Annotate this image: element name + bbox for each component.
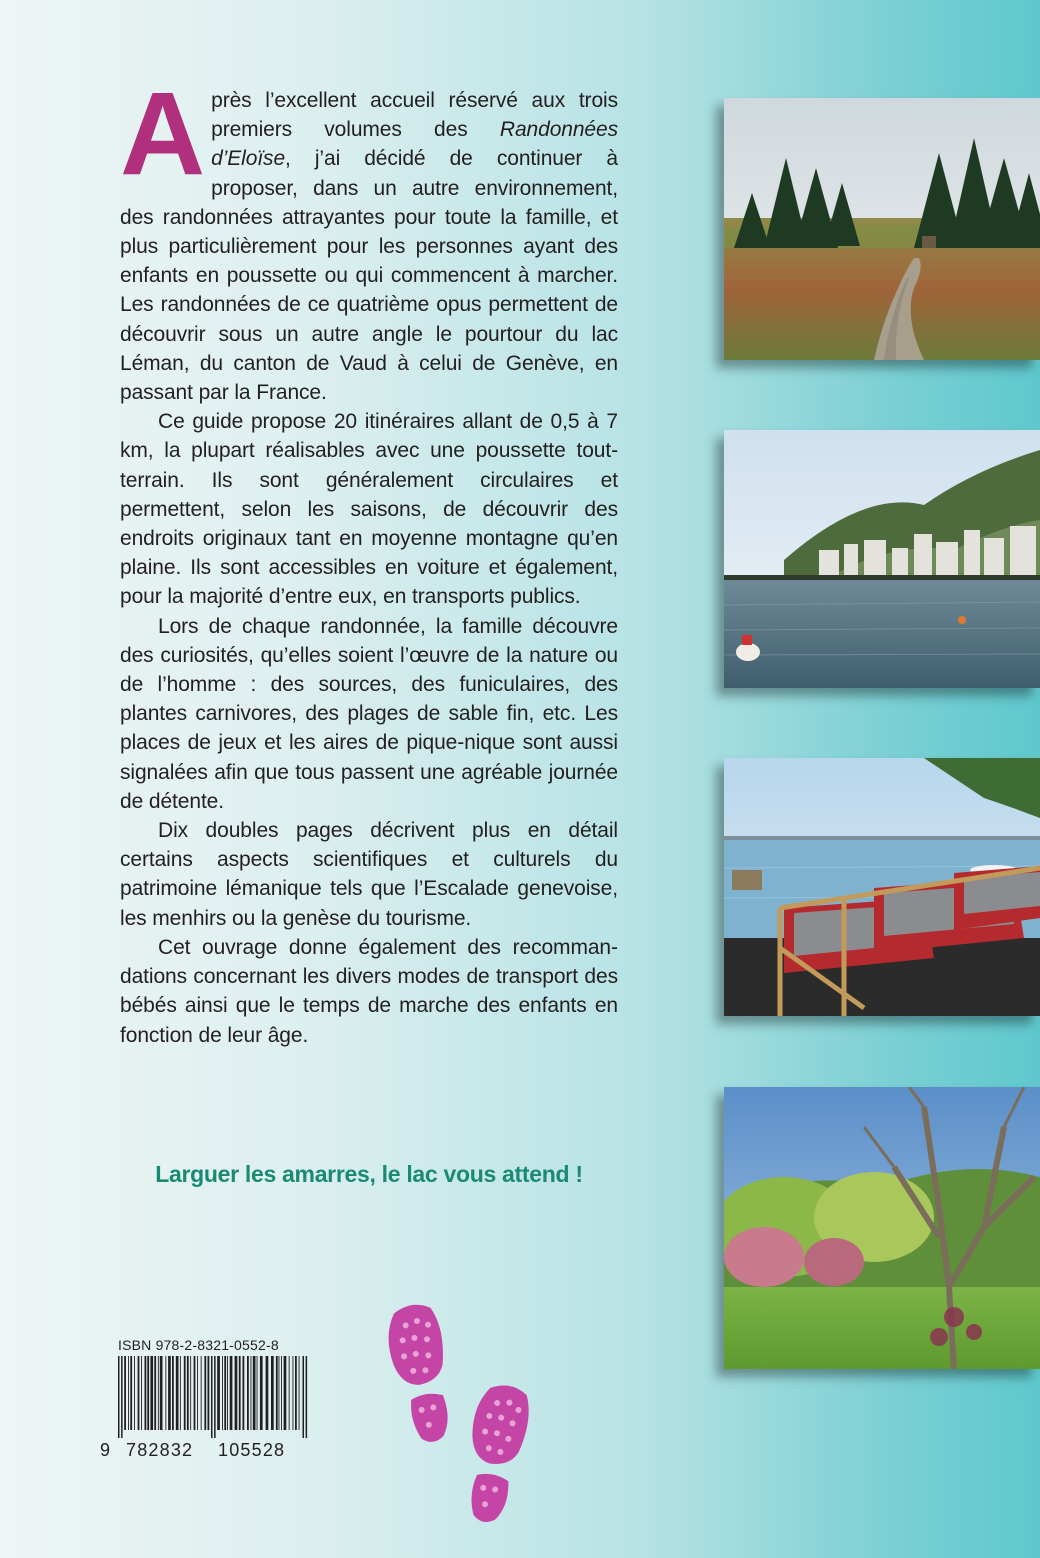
- barcode-digit-first: 9: [100, 1440, 112, 1460]
- barcode-bar: [147, 1356, 149, 1430]
- book-series-title: Randonnées d’Eloïse: [211, 118, 618, 171]
- barcode-bar: [217, 1356, 220, 1430]
- barcode-bar: [194, 1356, 196, 1430]
- p1-segment: , j’ai décidé de continuer à proposer, dans un autre environnement, des randonnées attrayantes pour toute la famille, et plus particulièrement pour les personnes ayant des enfants en poussette ou qui commencent à marcher. Les randonnées de ce quatrième opus permettent de découvrir sous un autre angle le pourtour du lac Léman, du canton de Vaud à celui de Genève, en passant par la France.: [120, 147, 618, 405]
- paragraph-5: Cet ouvrage donne également des recommandations concernant les divers modes de transport des bébés ainsi que le temps de marche des enfants en fonction de leur âge.: [120, 935, 618, 1047]
- barcode-bar: [251, 1356, 252, 1430]
- barcode-bar: [160, 1356, 163, 1430]
- description-text: [120, 68, 618, 1050]
- isbn-label: ISBN 978-2-8321-0552-8: [118, 1337, 279, 1353]
- barcode-bar: [289, 1356, 290, 1430]
- barcode-bar: [138, 1356, 140, 1430]
- footprint-icon: [456, 1380, 546, 1530]
- photo-boardwalk-meadow: [724, 98, 1040, 360]
- barcode-bar: [204, 1356, 206, 1430]
- barcode-bar: [184, 1356, 186, 1430]
- barcode-bar: [190, 1356, 191, 1430]
- barcode-bar: [145, 1356, 147, 1430]
- barcode-bar: [227, 1356, 228, 1430]
- dropcap-letter: A: [120, 68, 206, 200]
- barcode-bar: [276, 1356, 278, 1430]
- barcode-bar: [284, 1356, 287, 1430]
- barcode-bar: [239, 1356, 241, 1430]
- barcode-bar: [230, 1356, 233, 1430]
- barcode: [118, 1356, 308, 1438]
- barcode-bar: [295, 1356, 297, 1430]
- barcode-bar: [187, 1356, 189, 1430]
- barcode-bar: [266, 1356, 269, 1430]
- barcode-bar: [118, 1356, 120, 1438]
- paragraph-1: [120, 68, 618, 407]
- barcode-bar: [172, 1356, 174, 1430]
- barcode-bar: [150, 1356, 153, 1430]
- paragraph-4: Dix doubles pages décrivent plus en détail certains aspects scientifiques et culturels du patrimoine lémanique tels que l’Escalade genevoise, les menhirs ou la genèse du tourisme.: [120, 819, 618, 930]
- barcode-bar: [168, 1356, 171, 1430]
- barcode-bar: [222, 1356, 223, 1430]
- barcode-bar: [299, 1356, 300, 1430]
- barcode-bar: [303, 1356, 305, 1438]
- barcode-bar: [306, 1356, 308, 1438]
- barcode-bar: [130, 1356, 132, 1430]
- barcode-bar: [141, 1356, 142, 1430]
- barcode-bar: [165, 1356, 166, 1430]
- barcode-bar: [208, 1356, 210, 1430]
- barcode-bar: [281, 1356, 282, 1430]
- tagline: Larguer les amarres, le lac vous attend !: [155, 1161, 583, 1187]
- barcode-digits-left: 782832: [126, 1440, 194, 1460]
- barcode-bar: [124, 1356, 126, 1430]
- barcode-bar: [134, 1356, 135, 1430]
- barcode-bar: [158, 1356, 159, 1430]
- barcode-digits-right: 105528: [218, 1440, 286, 1460]
- paragraph-2: Ce guide propose 20 itinéraires allant de 0,5 à 7 km, la plupart réalisables avec une poussette tout-terrain. Ils sont généralement circulaires et permettent, selon les saisons, de découvrir des endroits originaux tant en moyenne montagne qu’en plaine. Ils sont accessibles en voiture et également, pour la majorité d’entre eux, en transports publics.: [120, 410, 618, 609]
- barcode-bar: [154, 1356, 156, 1430]
- barcode-bar: [293, 1356, 294, 1430]
- barcode-bar: [176, 1356, 179, 1430]
- barcode-bar: [257, 1356, 258, 1430]
- photo-lake-town: [724, 430, 1040, 688]
- barcode-bar: [201, 1356, 202, 1430]
- barcode-bar: [197, 1356, 198, 1430]
- barcode-bar: [224, 1356, 226, 1430]
- paragraph-3: Lors de chaque randonnée, la famille découvre des curiosités, qu’elles soient l’œuvre de la nature ou de l’homme : des sources, des funiculaires, des plantes carnivores, des plages de sable fin, etc. Les places de jeux et les aires de pique-nique sont aussi signalées afin que tous passent une agréable journée de détente.: [120, 614, 618, 813]
- barcode-bar: [243, 1356, 245, 1430]
- barcode-bar: [260, 1356, 263, 1430]
- barcode-bar: [271, 1356, 274, 1430]
- barcode-bar: [279, 1356, 280, 1430]
- barcode-bar: [211, 1356, 213, 1438]
- barcode-bar: [180, 1356, 181, 1430]
- barcode-bar: [253, 1356, 256, 1430]
- barcode-bar: [235, 1356, 238, 1430]
- p1-segment: près l’excellent accueil réservé aux trois premiers volumes des: [211, 89, 618, 142]
- photo-paddleboards-lake: [724, 758, 1040, 1016]
- barcode-bar: [121, 1356, 123, 1438]
- barcode-bar: [214, 1356, 216, 1438]
- barcode-bar: [128, 1356, 129, 1430]
- barcode-bar: [247, 1356, 249, 1430]
- photo-park-trees: [724, 1087, 1040, 1369]
